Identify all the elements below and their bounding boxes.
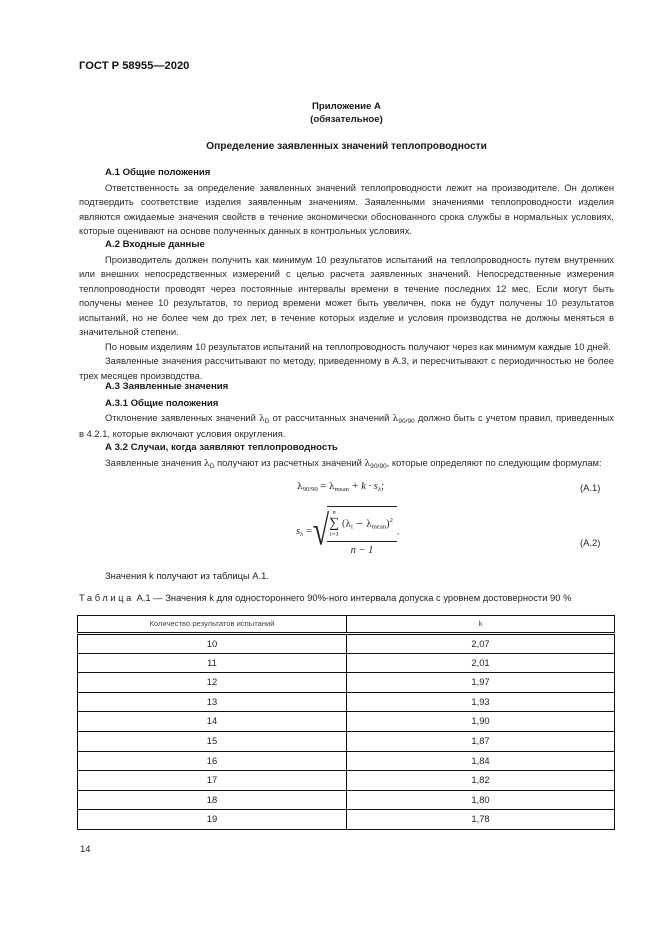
table-caption: Таблица А.1 — Значения k для одностороннего 90%-ного интервала допуска с уровнем достоверности 90 % (79, 592, 572, 603)
table-cell: 2,07 (347, 634, 615, 654)
table-header-row (78, 616, 615, 634)
paragraph: Заявленные значения рассчитывают по методу, приведенному в А.3, и пересчитывают с периодичностью не более трех месяцев производства. (79, 355, 614, 381)
table-cell: 1,78 (347, 810, 615, 830)
table-cell: 18 (78, 790, 347, 810)
equation-number: (А.2) (580, 537, 601, 548)
table-cell: 13 (78, 692, 347, 712)
section-a1 (79, 166, 614, 239)
table-row (78, 634, 615, 654)
table-cell: 1,97 (347, 673, 615, 693)
note-k: Значения k получают из таблицы А.1. (105, 570, 269, 581)
column-header: Количество результатов испытаний (78, 616, 347, 634)
formula-a1: $\lambda_{90/90} = \lambda_{mean} + k \cdot s_\lambda$; (297, 481, 385, 493)
table-cell: 16 (78, 751, 347, 771)
k-values-table (77, 615, 615, 830)
paragraph: Ответственность за определение заявленных значений теплопроводности лежит на производителе. Он должен подтвердить соответствие изделия заявленным значениям. Заявленными значениями теплопроводности изделия являются ожидаемые значения свойств в течение экономически обоснованного срока службы в нормальных условиях, которые оценивают на основе полученных данных в контрольных условиях. (79, 181, 614, 236)
table-row (78, 790, 615, 810)
annex-heading: Определение заявленных значений теплопроводности (206, 141, 487, 152)
table-row (78, 810, 615, 830)
annex-title: Приложение А (312, 101, 381, 112)
equation-number: (А.1) (580, 482, 601, 493)
table-cell: 1,80 (347, 790, 615, 810)
table-cell: 1,93 (347, 692, 615, 712)
table-cell: 15 (78, 731, 347, 751)
table-row (78, 653, 615, 673)
table-row (78, 673, 615, 693)
table-row (78, 751, 615, 771)
annex-status: (обязательное) (310, 114, 383, 125)
table-cell: 1,82 (347, 771, 615, 791)
section-a3 (79, 380, 614, 471)
table-cell: 1,87 (347, 731, 615, 751)
section-a2 (79, 238, 614, 383)
table-cell: 2,01 (347, 653, 615, 673)
section-heading: А.3 Заявленные значения (105, 381, 229, 392)
table-cell: 19 (78, 810, 347, 830)
sqrt-icon: √ (312, 508, 330, 555)
paragraph: Заявленные значения $\lambda_D$ получают из расчетных значений $\lambda_{90/90}$, которые определяют по следующим формулам: (105, 456, 602, 470)
table-cell: 1,84 (347, 751, 615, 771)
subsection-heading: А.3.1 Общие положения (105, 397, 219, 409)
page-number: 14 (80, 843, 91, 854)
subsection-heading: А 3.2 Случаи, когда заявляют теплопроводность (105, 442, 338, 453)
section-heading: А.2 Входные данные (105, 239, 205, 250)
table-cell: 14 (78, 712, 347, 732)
table-cell: 12 (78, 673, 347, 693)
table-cell: 10 (78, 634, 347, 654)
section-heading: А.1 Общие положения (105, 167, 211, 178)
standard-code: ГОСТ Р 58955—2020 (79, 60, 190, 72)
paragraph: Производитель должен получить как минимум 10 результатов испытаний на теплопроводность путем внутренних или внешних непосредственных измерений с целью расчета заявленных значений. Непосредственные измерения теплопроводности проводят через постоянные интервалы времени в течение последних 12 мес. Если могут быть получены менее 10 результатов, то период времени может быть увеличен, пока не будут получены 10 результатов испытаний, но не более чем до трех лет, в течение которых изделие и условия производства не должны меняться в значительной степени. (79, 253, 614, 337)
table-row (78, 712, 615, 732)
column-header: k (347, 616, 615, 634)
paragraph: Отклонение заявленных значений $\lambda_D$ от рассчитанных значений $\lambda_{90/90}$ должно быть с учетом правил, приведенных в 4.2.1, которые включают условия округления. (79, 412, 614, 439)
table-row (78, 731, 615, 751)
table-cell: 1,90 (347, 712, 615, 732)
table-row (78, 771, 615, 791)
paragraph: По новым изделиям 10 результатов испытаний на теплопроводность получают через как минимум каждые 10 дней. (105, 340, 611, 352)
table-cell: 17 (78, 771, 347, 791)
table-row (78, 692, 615, 712)
table-cell: 11 (78, 653, 347, 673)
formula-a2: $s_\lambda$ =√ n ∑ i=1 $(\lambda_i - \lambda_{mean})^2$ n − 1 . (296, 506, 399, 559)
